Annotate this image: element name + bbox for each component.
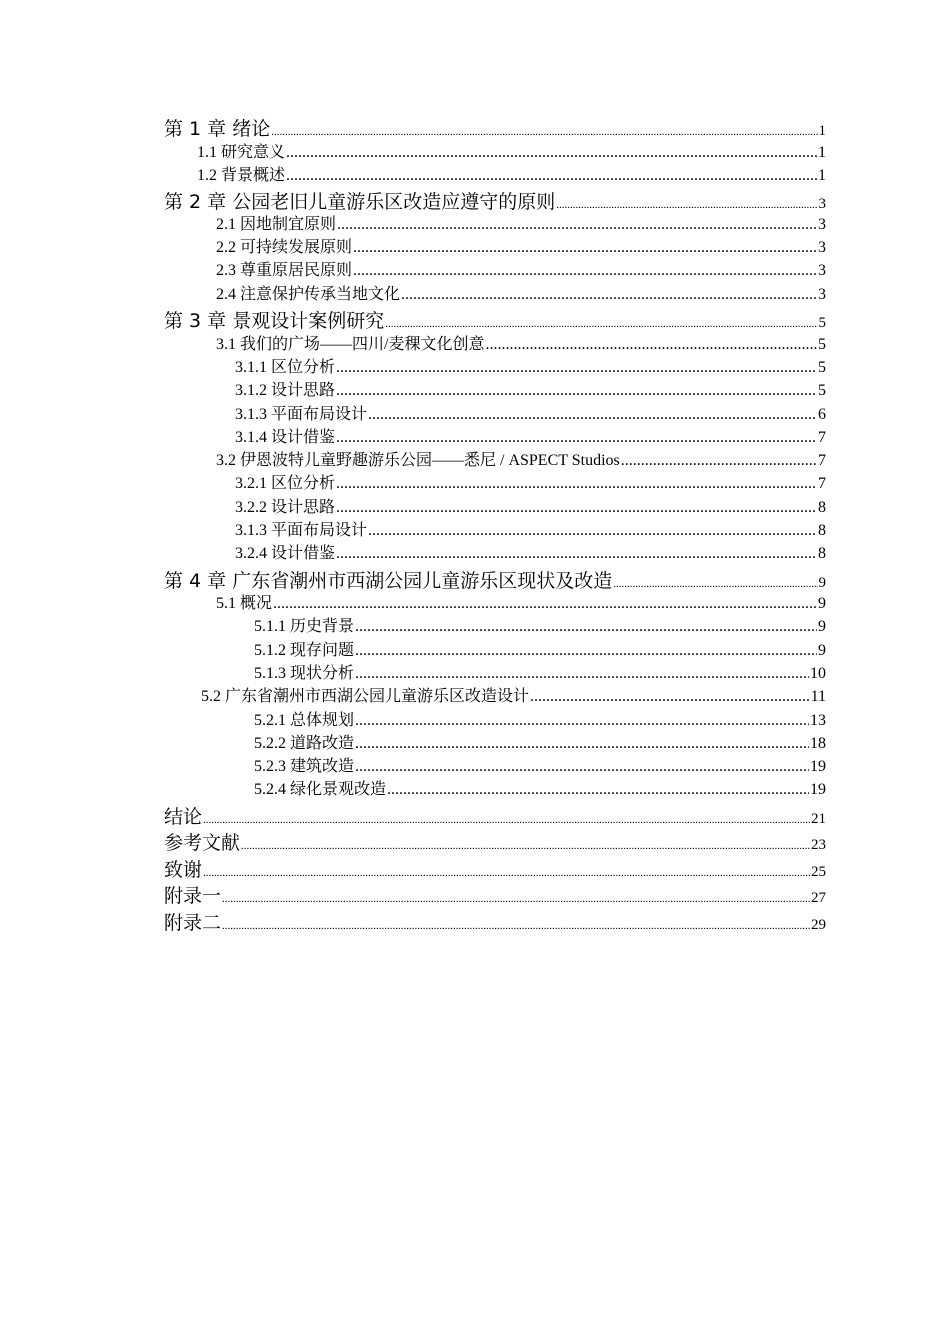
toc-dot-leader	[203, 861, 810, 885]
toc-entry-title: 5.2.2 道路改造	[254, 735, 355, 752]
toc-entry-title: 3.1 我们的广场——四川/麦稞文化创意	[216, 336, 485, 353]
toc-entry-title: 3.1.3 平面布局设计	[235, 406, 368, 423]
toc-dot-leader	[273, 593, 817, 615]
toc-entry-title: 参考文献	[164, 832, 241, 854]
toc-entry-5-2-2[interactable]	[254, 733, 826, 755]
toc-dot-leader	[353, 260, 817, 282]
toc-dot-leader	[621, 450, 817, 472]
toc-entry-appendix-1[interactable]	[164, 884, 826, 908]
toc-entry-title: 3.2.4 设计借鉴	[235, 545, 336, 562]
toc-page-number: 23	[811, 837, 826, 853]
toc-page-number: 10	[810, 665, 826, 682]
toc-page-number: 6	[818, 406, 826, 423]
toc-entry-title: 第 4 章 广东省潮州市西湖公园儿童游乐区现状及改造	[164, 570, 613, 592]
toc-page-number: 3	[818, 216, 826, 233]
toc-entry-title: 5.1.1 历史背景	[254, 618, 355, 635]
toc-page-number: 21	[811, 811, 826, 827]
toc-entry-title: 结论	[164, 806, 203, 828]
toc-entry-acknowledgements[interactable]	[164, 858, 826, 882]
toc-page-number: 29	[811, 917, 826, 933]
toc-entry-title: 2.2 可持续发展原则	[216, 239, 353, 256]
toc-entry-5-1[interactable]	[216, 593, 826, 615]
toc-entry-appendix-2[interactable]	[164, 911, 826, 935]
toc-dot-leader	[336, 543, 817, 565]
toc-page-number: 8	[818, 522, 826, 539]
toc-entry-title: 5.1.2 现存问题	[254, 642, 355, 659]
toc-entry-chapter-3[interactable]	[164, 309, 826, 333]
toc-entry-5-1-2[interactable]	[254, 640, 826, 662]
toc-entry-3-2-1[interactable]	[235, 473, 826, 495]
toc-entry-2-4[interactable]	[216, 284, 826, 306]
toc-entry-3-2-3[interactable]	[235, 520, 826, 542]
toc-dot-leader	[385, 312, 817, 336]
toc-entry-title: 3.2 伊恩波特儿童野趣游乐公园——悉尼 / ASPECT Studios	[216, 452, 620, 469]
toc-dot-leader	[336, 380, 817, 402]
toc-dot-leader	[530, 686, 810, 708]
toc-dot-leader	[355, 616, 817, 638]
toc-page-number: 3	[818, 239, 826, 256]
toc-entry-2-3[interactable]	[216, 260, 826, 282]
toc-page-number: 19	[810, 781, 826, 798]
toc-page-number: 13	[810, 712, 826, 729]
toc-entry-title: 5.2.3 建筑改造	[254, 758, 355, 775]
toc-page-number: 19	[810, 758, 826, 775]
toc-entry-title: 5.2 广东省潮州市西湖公园儿童游乐区改造设计	[201, 688, 530, 705]
toc-page-number: 5	[818, 359, 826, 376]
toc-entry-title: 第 2 章 公园老旧儿童游乐区改造应遵守的原则	[164, 191, 556, 213]
toc-entry-title: 3.2.1 区位分析	[235, 475, 336, 492]
toc-entry-3-1-2[interactable]	[235, 380, 826, 402]
toc-entry-2-2[interactable]	[216, 237, 826, 259]
toc-entry-chapter-1[interactable]	[164, 117, 826, 141]
toc-entry-title: 2.3 尊重原居民原则	[216, 262, 353, 279]
toc-dot-leader	[355, 733, 809, 755]
toc-entry-3-1-4[interactable]	[235, 427, 826, 449]
toc-page-number: 9	[818, 642, 826, 659]
toc-entry-5-2-4[interactable]	[254, 779, 826, 801]
toc-page-number: 1	[818, 167, 826, 184]
toc-entry-5-1-1[interactable]	[254, 616, 826, 638]
toc-page-number: 9	[818, 618, 826, 635]
toc-dot-leader	[337, 214, 817, 236]
toc-page-number: 3	[818, 262, 826, 279]
toc-entry-chapter-2[interactable]	[164, 190, 826, 214]
toc-entry-chapter-4[interactable]	[164, 569, 826, 593]
toc-page-number: 9	[818, 595, 826, 612]
toc-entry-title: 附录一	[164, 885, 222, 907]
toc-page-number: 5	[818, 382, 826, 399]
toc-entry-5-2[interactable]	[201, 686, 826, 708]
toc-page-number: 1	[818, 123, 826, 139]
toc-entry-title: 3.2.2 设计思路	[235, 499, 336, 516]
toc-entry-title: 致谢	[164, 859, 203, 881]
toc-page-number: 5	[818, 315, 826, 331]
toc-page-number: 7	[818, 429, 826, 446]
toc-dot-leader	[355, 710, 809, 732]
toc-dot-leader	[355, 756, 809, 778]
toc-dot-leader	[241, 834, 810, 858]
toc-dot-leader	[368, 404, 817, 426]
toc-dot-leader	[336, 427, 817, 449]
toc-page-number: 8	[818, 545, 826, 562]
toc-page-number: 3	[818, 196, 826, 212]
toc-entry-title: 5.1 概况	[216, 595, 273, 612]
toc-entry-title: 2.1 因地制宜原则	[216, 216, 337, 233]
toc-page-number: 27	[811, 890, 826, 906]
toc-entry-1-1[interactable]	[197, 142, 826, 164]
toc-entry-title: 附录二	[164, 912, 222, 934]
toc-entry-title: 5.2.1 总体规划	[254, 712, 355, 729]
toc-entry-title: 3.1.1 区位分析	[235, 359, 336, 376]
toc-dot-leader	[222, 887, 810, 911]
toc-dot-leader	[286, 142, 817, 164]
toc-dot-leader	[485, 334, 817, 356]
toc-entry-3-1-3[interactable]	[235, 404, 826, 426]
toc-dot-leader	[286, 165, 817, 187]
toc-page-number: 25	[811, 864, 826, 880]
toc-page-number: 5	[818, 336, 826, 353]
toc-entry-3-1[interactable]	[216, 334, 826, 356]
toc-entry-5-2-3[interactable]	[254, 756, 826, 778]
toc-page-number: 18	[810, 735, 826, 752]
toc-entry-conclusion[interactable]	[164, 805, 826, 829]
toc-dot-leader	[353, 237, 817, 259]
toc-entry-title: 第 1 章 绪论	[164, 118, 271, 140]
toc-dot-leader	[271, 120, 817, 144]
toc-page-number: 1	[818, 144, 826, 161]
toc-dot-leader	[355, 640, 817, 662]
toc-entry-title: 5.2.4 绿化景观改造	[254, 781, 387, 798]
toc-entry-title: 3.1.2 设计思路	[235, 382, 336, 399]
toc-entry-3-2-2[interactable]	[235, 497, 826, 519]
toc-dot-leader	[222, 914, 810, 938]
toc-dot-leader	[387, 779, 809, 801]
toc-entry-1-2[interactable]	[197, 165, 826, 187]
toc-entry-title: 3.1.4 设计借鉴	[235, 429, 336, 446]
toc-entry-title: 5.1.3 现状分析	[254, 665, 355, 682]
toc-dot-leader	[401, 284, 817, 306]
toc-dot-leader	[355, 663, 809, 685]
toc-entry-3-2[interactable]	[216, 450, 826, 472]
toc-page-number: 8	[818, 499, 826, 516]
toc-entry-2-1[interactable]	[216, 214, 826, 236]
toc-entry-title: 1.2 背景概述	[197, 167, 286, 184]
toc-page-number: 9	[818, 575, 826, 591]
toc-entry-title: 3.1.3 平面布局设计	[235, 522, 368, 539]
toc-entry-3-2-4[interactable]	[235, 543, 826, 565]
toc-dot-leader	[203, 808, 810, 832]
toc-page-number: 7	[818, 475, 826, 492]
toc-entry-references[interactable]	[164, 831, 826, 855]
toc-entry-5-2-1[interactable]	[254, 710, 826, 732]
toc-dot-leader	[336, 497, 817, 519]
toc-dot-leader	[368, 520, 817, 542]
toc-entry-title: 第 3 章 景观设计案例研究	[164, 310, 385, 332]
toc-entry-title: 2.4 注意保护传承当地文化	[216, 286, 401, 303]
toc-page-number: 3	[818, 286, 826, 303]
toc-entry-5-1-3[interactable]	[254, 663, 826, 685]
toc-page-number: 7	[818, 452, 826, 469]
toc-entry-3-1-1[interactable]	[235, 357, 826, 379]
toc-entry-title: 1.1 研究意义	[197, 144, 286, 161]
toc-dot-leader	[336, 357, 817, 379]
toc-dot-leader	[336, 473, 817, 495]
toc-page-number: 11	[810, 688, 826, 705]
